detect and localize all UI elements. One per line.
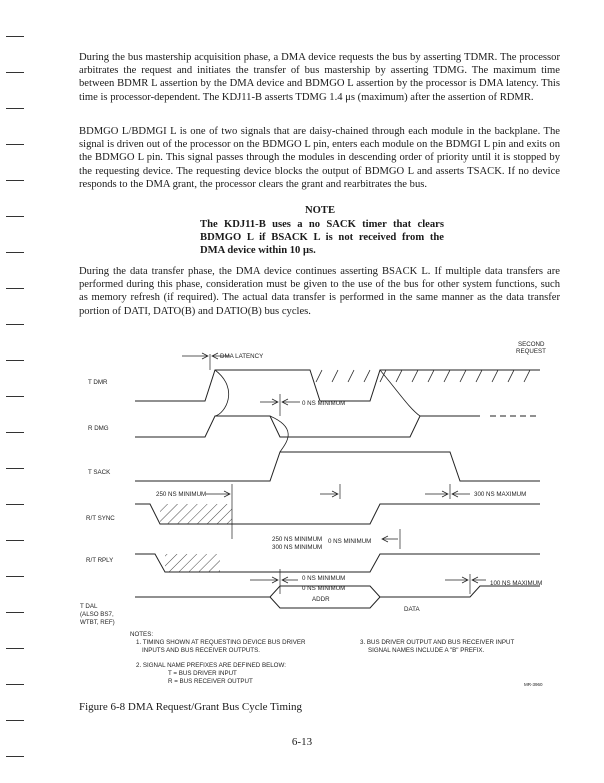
figure-caption: Figure 6-8 DMA Request/Grant Bus Cycle Timing (79, 701, 303, 713)
signal-label-tdal-note-1: (ALSO BS7, (80, 611, 114, 618)
second-request-hatch (316, 370, 530, 382)
note-3-line-1: 3. BUS DRIVER OUTPUT AND BUS RECEIVER INPUT (360, 639, 515, 646)
note-heading: NOTE (304, 205, 336, 216)
signal-label-rt-sync: R/T SYNC (86, 515, 115, 522)
label-0ns-minimum-b: 0 NS MINIMUM (328, 538, 372, 545)
signal-label-tsack: T SACK (88, 469, 111, 476)
paragraph-bdmgo-daisy-chain: BDMGO L/BDMGI L is one of two signals that are daisy-chained through each module in the backplane. The signal is driven out of the processor on the BDMGO L pin, enters each module on the BDMGI L pin and exits on the BDMGO L pin. This signal passes through the modules in descending order of priority until it is stopped by the requesting device. The requesting device blocks the output of BDMGO L and asserts TSACK. If no device responds to the DMA grant, the processor clears the grant and rearbitrates the bus. (79, 126, 560, 190)
note-body: The KDJ11-B uses a no SACK timer that clears BDMGO L if BSACK L is not received from the DMA device within 10 μs. (200, 219, 444, 257)
label-0ns-minimum-a: 0 NS MINIMUM (302, 400, 346, 407)
signal-label-tdal: T DAL (80, 603, 98, 610)
label-data: DATA (404, 606, 420, 613)
label-0ns-minimum-d: 0 NS MINIMUM (302, 585, 346, 592)
label-0ns-minimum-c: 0 NS MINIMUM (302, 575, 346, 582)
label-addr: ADDR (312, 596, 330, 603)
label-300ns-maximum: 300 NS MAXIMUM (474, 491, 527, 498)
note-3-line-2: SIGNAL NAMES INCLUDE A "B" PREFIX. (368, 647, 485, 654)
notes-heading: NOTES: (130, 631, 154, 638)
note-2: 2. SIGNAL NAME PREFIXES ARE DEFINED BELOW: (136, 662, 286, 669)
dma-timing-diagram (70, 334, 560, 696)
note-1-line-1: 1. TIMING SHOWN AT REQUESTING DEVICE BUS DRIVER (136, 639, 306, 646)
label-250ns-minimum-a: 250 NS MINIMUM (156, 491, 207, 498)
label-dma-latency: DMA LATENCY (220, 353, 264, 360)
signal-label-rt-rply: R/T RPLY (86, 557, 114, 564)
label-second-request-1: SECOND (518, 341, 545, 348)
paragraph-data-transfer: During the data transfer phase, the DMA device continues asserting BSACK L. If multiple data transfers are performed during this phase, consideration must be given to the use of the bus for other system functions, such as memory refresh (if required). The actual data transfer is performed in the same manner as the data transfer portion of DATI, DATO(B) and DATIO(B) bus cycles. (79, 266, 560, 317)
tsack-waveform (135, 452, 540, 481)
figure-ref-code: MR-3960 (524, 682, 543, 687)
binding-margin-marks (6, 0, 26, 783)
rdmg-waveform (135, 416, 480, 437)
label-100ns-maximum: 100 NS MAXIMUM (490, 580, 543, 587)
paragraph-bus-acquisition: During the bus mastership acquisition phase, a DMA device requests the bus by asserting TDMR. The processor arbitrates the request and initiates the transfer of bus mastership by asserting TDMG. The maximum time between BDMR L assertion by the DMA device and BDMGO L assertion by the processor is DMA latency. This time is processor-dependent. The KDJ11-B asserts TDMG 1.4 μs (maximum) after the assertion of RDMR. (79, 52, 560, 103)
note-1-line-2: INPUTS AND BUS RECEIVER OUTPUTS. (142, 647, 260, 654)
note-2-r: R = BUS RECEIVER OUTPUT (168, 678, 253, 685)
page-number: 6-13 (291, 736, 313, 748)
note-2-t: T = BUS DRIVER INPUT (168, 670, 237, 677)
signal-label-tdmr: T DMR (88, 379, 108, 386)
signal-label-rdmg: R DMG (88, 425, 109, 432)
label-second-request-2: REQUEST (516, 348, 546, 355)
signal-label-tdal-note-2: WTBT, REF) (80, 619, 115, 626)
label-250ns-minimum-b: 250 NS MINIMUM (272, 536, 323, 543)
label-300ns-minimum: 300 NS MINIMUM (272, 544, 323, 551)
